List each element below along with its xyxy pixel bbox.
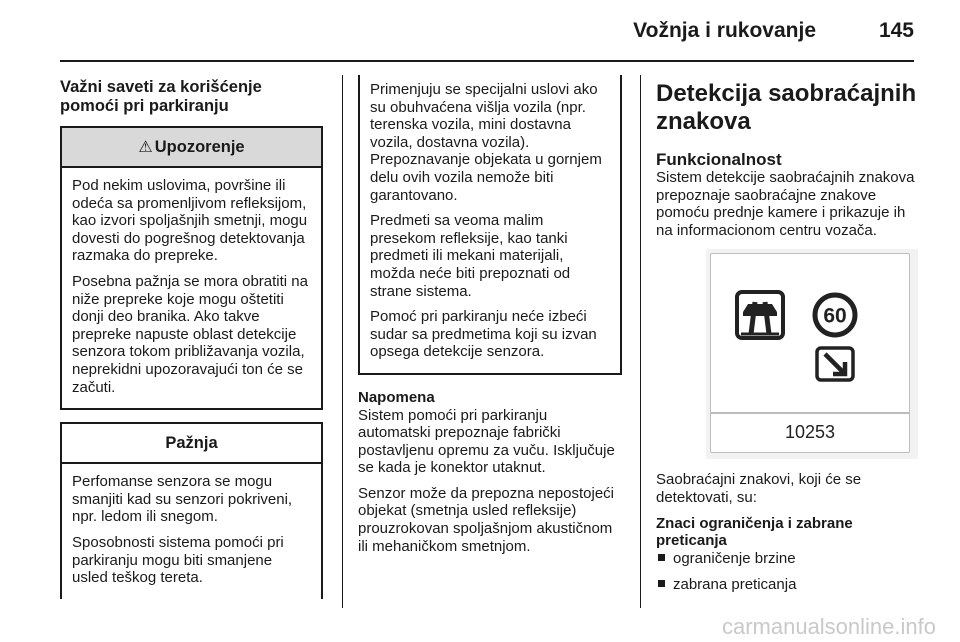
after-figure-paragraph: Saobraćajni znakovi, koji će se detektovati, su:: [656, 471, 862, 506]
warning-box-body: [62, 168, 321, 408]
caution-box-title: Pažnja: [165, 433, 218, 452]
arrow-down-right-icon: [817, 348, 853, 380]
bullet-square-icon: [658, 580, 665, 587]
motorway-sign-icon: [737, 292, 783, 338]
note-title: Napomena: [358, 388, 435, 406]
caution-box-body: [62, 464, 321, 599]
section-title: Važni saveti za korišćenje pomoći pri parkiranju: [60, 78, 262, 115]
box-paragraph: Predmeti sa veoma malim presekom refleksije, kao tanki predmeti ili mekani materijali, možda neće biti prepoznati od strane sistema.: [370, 212, 571, 300]
list-item: [656, 549, 921, 569]
traffic-sign-figure: [706, 249, 918, 459]
bullet-square-icon: [658, 554, 665, 561]
list-item-text: ograničenje brzine: [673, 549, 796, 567]
section-heading: Detekcija saobraćajnih znakova: [656, 80, 917, 135]
intro-paragraph: Sistem detekcije saobraćajnih znakova prepoznaje saobraćajne znakove pomoću prednje kamere i prikazuje ih na informacionom centru vozača.: [656, 169, 915, 239]
caution-paragraph: Sposobnosti sistema pomoći pri parkiranju mogu biti smanjene usled teškog tereta.: [72, 533, 284, 587]
box-paragraph: Prepoznavanje objekata u gornjem delu ovih vozila nemože biti garantovano.: [370, 151, 602, 204]
list-heading: Znaci ograničenja i zabrane preticanja: [656, 514, 853, 549]
warning-paragraph: Pod nekim uslovima, površine ili odeća sa promenljivom refleksijom, kao izvori spoljašnjih smetnji, mogu dovesti do pogrešnog detektovanja razmaka do prepreke.: [72, 177, 308, 265]
column-divider: [640, 75, 641, 608]
speed-limit-sign: [815, 295, 855, 335]
watermark: carmanualsonline.info: [721, 614, 936, 639]
warning-paragraph: Posebna pažnja se mora obratiti na niže prepreke koje mogu oštetiti donji deo branika. Ako takve prepreke napuste oblast detekcije senzora tokom približavanja vozila, neprekidni upozoravajući ton će se začuti.: [72, 272, 308, 396]
warning-triangle-icon: ⚠: [138, 139, 153, 156]
page-header: [60, 0, 914, 60]
note-paragraph: Senzor može da prepozna nepostojeći objekat (smetnja usled refleksije) prouzrokovan spoljašnjom akustičnom ili mehaničkom smetnjom.: [358, 484, 614, 555]
header-title: Vožnja i rukovanje: [633, 19, 816, 42]
subsection-heading: Funkcionalnost: [656, 150, 782, 169]
list-item: [656, 575, 921, 595]
column-2: [358, 75, 622, 563]
display-panel: [710, 253, 910, 453]
warning-box-title: Upozorenje: [154, 137, 245, 156]
column-3: [656, 80, 921, 595]
list-item-text: zabrana preticanja: [673, 575, 797, 593]
continued-caution-box: [358, 75, 622, 375]
caution-box-header: [62, 424, 321, 464]
warning-box: [60, 126, 323, 410]
header-rule: [60, 60, 914, 62]
column-divider: [342, 75, 343, 608]
caution-box: [60, 422, 323, 599]
figure-code: 10253: [784, 422, 836, 443]
box-paragraph: Primenjuju se specijalni uslovi ako su obuhvaćena višlja vozila (npr. terenska vozila, mini dostavna vozila, dostavna vozila).: [370, 81, 598, 151]
speed-limit-value: 60: [823, 304, 847, 328]
box-paragraph: Pomoć pri parkiranju neće izbeći sudar sa predmetima koji su izvan opsega detekcije senzora.: [370, 308, 597, 361]
caution-paragraph: Perfomanse senzora se mogu smanjiti kad su senzori pokriveni, npr. ledom ili snegom.: [72, 473, 293, 526]
warning-box-header: [62, 128, 321, 168]
page-number: 145: [878, 19, 914, 42]
note-paragraph: Sistem pomoći pri parkiranju automatski prepoznaje fabrički postavljenu opremu za vuču. Isključuje se kada je konektor utaknut.: [358, 406, 615, 477]
panel-divider: [711, 412, 909, 414]
column-1: [60, 78, 323, 611]
